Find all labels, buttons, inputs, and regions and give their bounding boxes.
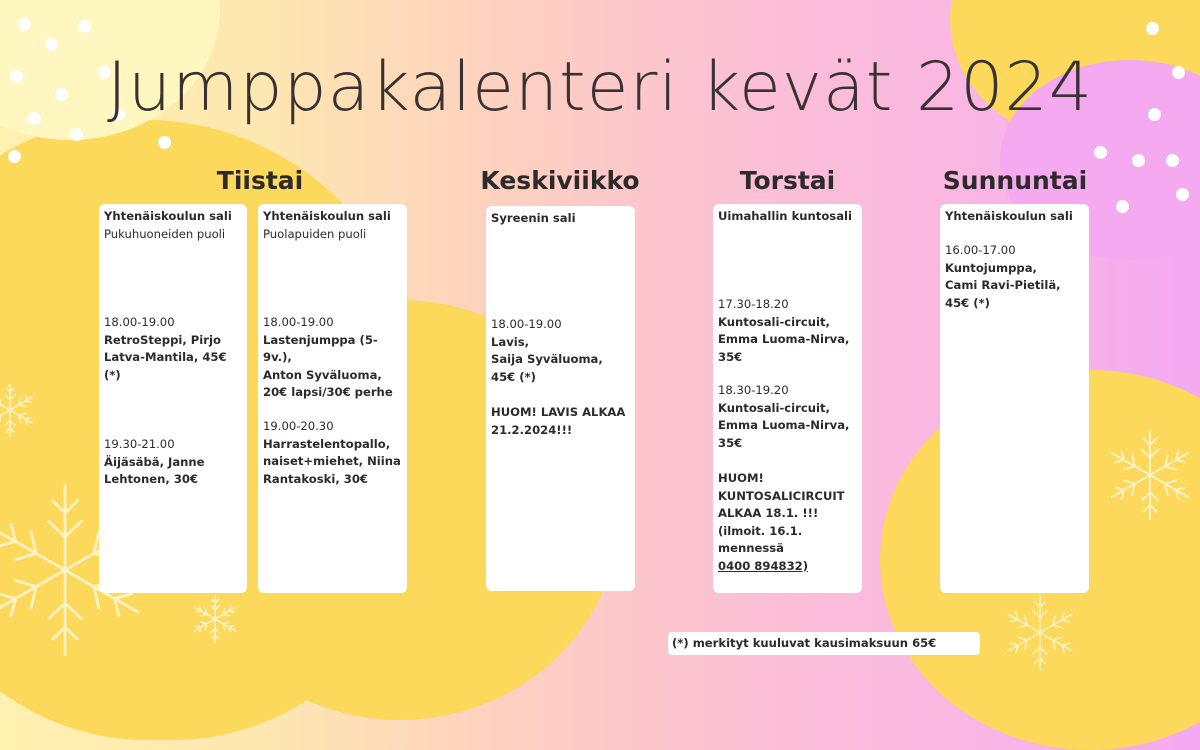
notice-line: HUOM! LAVIS ALKAA: [491, 405, 626, 419]
page-title: Jumppakalenteri kevät 2024: [106, 48, 1094, 127]
class-line: Anton Syväluoma,: [263, 367, 382, 382]
class-line: RetroSteppi, Pirjo: [104, 332, 221, 347]
class-line: naiset+miehet, Niina: [263, 454, 401, 468]
class-line: Äijäsäbä, Janne: [104, 454, 205, 469]
venue-label: Yhtenäiskoulun sali: [263, 209, 391, 223]
day-heading-tuesday: Tiistai: [216, 166, 304, 195]
class-line: 45€ (*): [491, 369, 536, 384]
class-entry: [491, 316, 631, 386]
class-entry: [263, 418, 403, 488]
class-line: 35€: [718, 435, 743, 450]
phone-number: 0400 894832): [718, 558, 809, 573]
class-entry: [104, 314, 243, 384]
venue-label: Yhtenäiskoulun sali: [104, 209, 232, 223]
class-line: Kuntojumppa,: [945, 260, 1037, 275]
class-line: 35€: [718, 349, 743, 364]
class-line: Saija Syväluoma,: [491, 352, 603, 366]
class-line: Lavis,: [491, 334, 530, 349]
class-line: 45€ (*): [945, 295, 990, 310]
venue-label: Uimahallin kuntosali: [718, 209, 852, 223]
notice: [491, 404, 631, 439]
class-time: 18.00-19.00: [104, 315, 175, 329]
class-time: 17.30-18.20: [718, 297, 789, 311]
notice-line: (ilmoit. 16.1. mennessä: [718, 523, 803, 555]
day-heading-thursday: Torstai: [739, 166, 836, 195]
notice-line: KUNTOSALICIRCUIT: [718, 488, 845, 503]
venue-label: Syreenin sali: [491, 211, 576, 225]
class-time: 19.00-20.30: [263, 419, 334, 433]
class-line: Rantakoski, 30€: [263, 471, 368, 486]
class-line: Lehtonen, 30€: [104, 472, 199, 486]
class-entry: [945, 242, 1085, 312]
footnote: (*) merkityt kuuluvat kausimaksuun 65€: [668, 632, 980, 655]
class-time: 18.30-19.20: [718, 383, 789, 397]
day-heading-wednesday: Keskiviikko: [480, 166, 640, 195]
snowflake-icon: [188, 592, 242, 646]
schedule-card-sunday: [940, 204, 1089, 593]
notice-line: 21.2.2024!!!: [491, 422, 573, 437]
notice-line: HUOM!: [718, 471, 764, 485]
snowflake-icon: [1100, 400, 1200, 550]
notice: [718, 470, 858, 575]
subvenue-label: Puolapuiden puoli: [263, 226, 367, 241]
class-time: 18.00-19.00: [263, 315, 334, 329]
class-entry: [263, 314, 403, 402]
snowflake-icon: [0, 375, 40, 445]
class-line: Emma Luoma-Nirva,: [718, 332, 850, 346]
class-line: Emma Luoma-Nirva,: [718, 418, 850, 432]
class-entry: [718, 382, 858, 452]
class-line: Latva-Mantila, 45€ (*): [104, 350, 227, 382]
schedule-card-tuesday-2: [258, 204, 407, 593]
class-time: 18.00-19.00: [491, 317, 562, 331]
class-time: 16.00-17.00: [945, 243, 1016, 257]
notice-line: ALKAA 18.1. !!!: [718, 506, 819, 520]
class-line: 20€ lapsi/30€ perhe: [263, 385, 393, 399]
class-line: Cami Ravi-Pietilä,: [945, 278, 1061, 292]
class-line: Harrastelentopallo,: [263, 436, 391, 451]
class-line: Kuntosali-circuit,: [718, 314, 830, 329]
class-time: 19.30-21.00: [104, 437, 175, 451]
class-entry: [104, 436, 243, 489]
schedule-card-wednesday: [486, 206, 635, 591]
class-line: Lastenjumppa (5-9v.),: [263, 332, 378, 364]
venue-label: Yhtenäiskoulun sali: [945, 209, 1073, 223]
class-line: Kuntosali-circuit,: [718, 400, 830, 415]
day-heading-sunday: Sunnuntai: [942, 166, 1088, 195]
class-entry: [718, 296, 858, 366]
schedule-card-thursday: [713, 204, 862, 593]
subvenue-label: Pukuhuoneiden puoli: [104, 226, 226, 241]
schedule-card-tuesday-1: [99, 204, 247, 593]
